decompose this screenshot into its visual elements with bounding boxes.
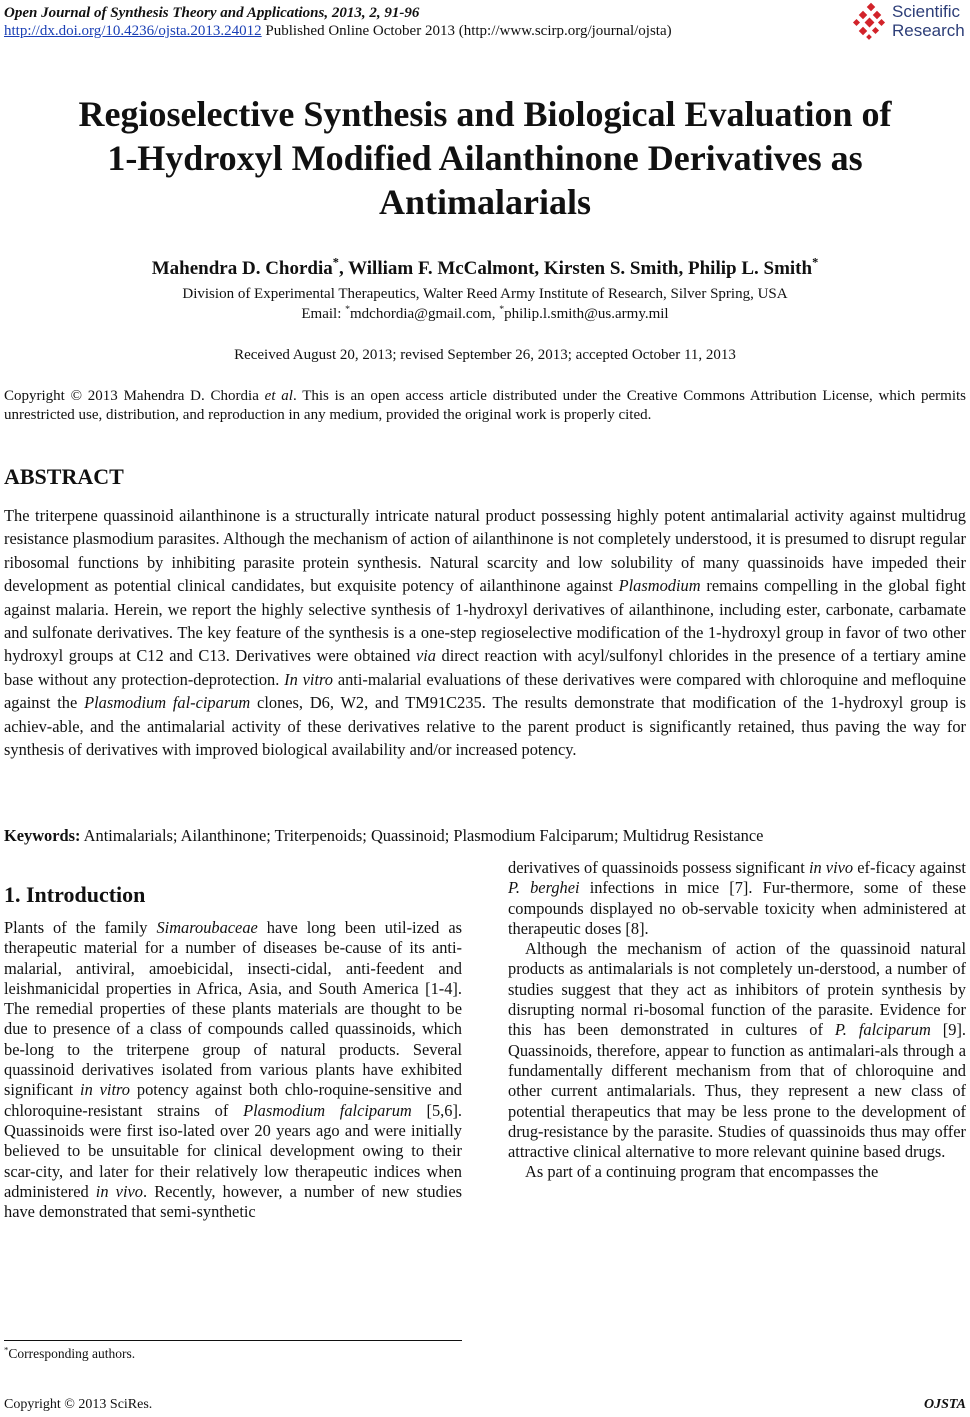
paragraph: Plants of the family Simaroubaceae have long been util-ized as therapeutic material for a number of diseases be-cause of its anti-malarial, antiviral, amoebicidal, insecti-cidal, anti-feedent and leishmanicidal properties in Africa, Asia, and South America [1-4]. The remedial properties of these plants materials are thought to be due to presence of a class of compounds called quassinoids, which be-long to the triterpene group of natural products. Several quassinoid derivatives isolated from various plants have exhibited significant in vitro potency against both chlo-roquine-sensitive and chloroquine-resistant strains of Plasmodium falciparum [5,6]. Quassinoids were first iso-lated over 20 years ago and were initially believed to be unsuitable for clinical development owing to their scar-city, and later for their relatively low therapeutic indices when administered in vivo. Recently, however, a number of new studies have demonstrated that semi-synthetic bbox=[4, 918, 463, 1222]
paragraph: As part of a continuing program that encompasses the bbox=[525, 1162, 879, 1182]
footnote-divider bbox=[4, 1340, 462, 1341]
keywords-label: Keywords: bbox=[4, 826, 81, 845]
scirp-logo-icon bbox=[852, 2, 888, 42]
published-online: Published Online October 2013 (http://www.scirp.org/journal/ojsta) bbox=[261, 23, 672, 39]
affiliation: Division of Experimental Therapeutics, Walter Reed Army Institute of Research, Silver Spring, USA bbox=[182, 286, 788, 302]
body-column-right bbox=[508, 858, 966, 1183]
article-title: Regioselective Synthesis and Biological Evaluation of 1-Hydroxyl Modified Ailanthinone Derivatives as Antimalarials bbox=[78, 94, 892, 222]
footer-journal-abbrev: OJSTA bbox=[923, 1397, 966, 1412]
doi-link[interactable]: http://dx.doi.org/10.4236/ojsta.2013.24012 bbox=[4, 23, 262, 39]
footer-copyright: Copyright © 2013 SciRes. bbox=[4, 1397, 153, 1412]
received-dates: Received August 20, 2013; revised September 26, 2013; accepted October 11, 2013 bbox=[234, 347, 736, 363]
body-column-left bbox=[4, 918, 462, 1222]
publisher-logo bbox=[852, 2, 970, 44]
journal-header bbox=[4, 4, 824, 40]
footnote: *Corresponding authors. bbox=[4, 1344, 136, 1361]
publisher-name: Scientific Research bbox=[892, 2, 965, 40]
abstract-heading: ABSTRACT bbox=[4, 464, 124, 489]
journal-citation: Open Journal of Synthesis Theory and Applications, 2013, 2, 91-96 bbox=[4, 5, 420, 21]
abstract-text: The triterpene quassinoid ailanthinone is a structurally intricate natural product possessing highly potent antimalarial activity against multidrug resistance plasmodium parasites. Although the mechanism of action of ailanthinone is not completely understood, it is presumed to disrupt regular ribosomal functions by inhibiting parasite protein synthesis. Natural scarcity and low solubility of many quassinoids have impeded their development as potential clinical candidates, but exquisite potency of ailanthinone against Plasmodium remains compelling in the global fight against malaria. Herein, we report the highly selective synthesis of 1-hydroxyl derivatives of ailanthinone, including ester, carbonate, carbamate and sulfonate derivatives. The key feature of the synthesis is a one-step regioselective modification of the 1-hydroxyl group in favor of two other hydroxyl groups at C12 and C13. Derivatives were obtained via direct reaction with acyl/sulfonyl chlorides in the presence of a tertiary amine base without any protection-deprotection. In vitro anti-malarial evaluations of these derivatives were compared with chloroquine and mefloquine against the Plasmodium fal-ciparum clones, D6, W2, and TM91C235. The results demonstrate that modification of the 1-hydroxyl group is achiev-able, and the antimalarial activity of these derivatives relative to the parent product is significantly retained, thus paving the way for synthesis of derivatives with improved biological availability and/or increased potency. bbox=[4, 506, 966, 760]
keywords-list: Antimalarials; Ailanthinone; Triterpenoids; Quassinoid; Plasmodium Falciparum; Multidrug Resistance bbox=[80, 826, 764, 845]
keywords bbox=[4, 826, 966, 846]
paragraph: Although the mechanism of action of the quassinoid natural products as antimalarials is not completely un-derstood, a number of studies suggest that they act as inhibitors of protein synthesis by disrupting normal ri-bosomal function of the parasite. Evidence for this has been demonstrated in cultures of P. falciparum [9]. Quassinoids, therefore, appear to function as antimalari-als through a fundamentally different mechanism from that of chloroquine and other current antimalarials. Thus, they represent a new class of potential therapeutics that may be less prone to the development of drug-resistance by the parasite. Studies of quassinoids thus may offer attractive clinical alternative to more relevant quinine based drugs. bbox=[508, 939, 966, 1162]
copyright-notice: Copyright © 2013 Mahendra D. Chordia et al. This is an open access article distributed under the Creative Commons Attribution License, which permits unrestricted use, distribution, and reproduction in any medium, provided the original work is properly cited. bbox=[4, 388, 966, 423]
doi-line bbox=[4, 22, 824, 40]
contact-email: Email: *mdchordia@gmail.com, *philip.l.smith@us.army.mil bbox=[301, 304, 669, 322]
section-heading-introduction: 1. Introduction bbox=[4, 882, 146, 907]
author-list: Mahendra D. Chordia*, William F. McCalmont, Kirsten S. Smith, Philip L. Smith* bbox=[151, 255, 819, 279]
paragraph: derivatives of quassinoids possess significant in vivo ef-ficacy against P. berghei infections in mice [7]. Fur-thermore, some of these compounds displayed no ob-servable toxicity when administered at therapeutic doses [8]. bbox=[508, 858, 966, 938]
